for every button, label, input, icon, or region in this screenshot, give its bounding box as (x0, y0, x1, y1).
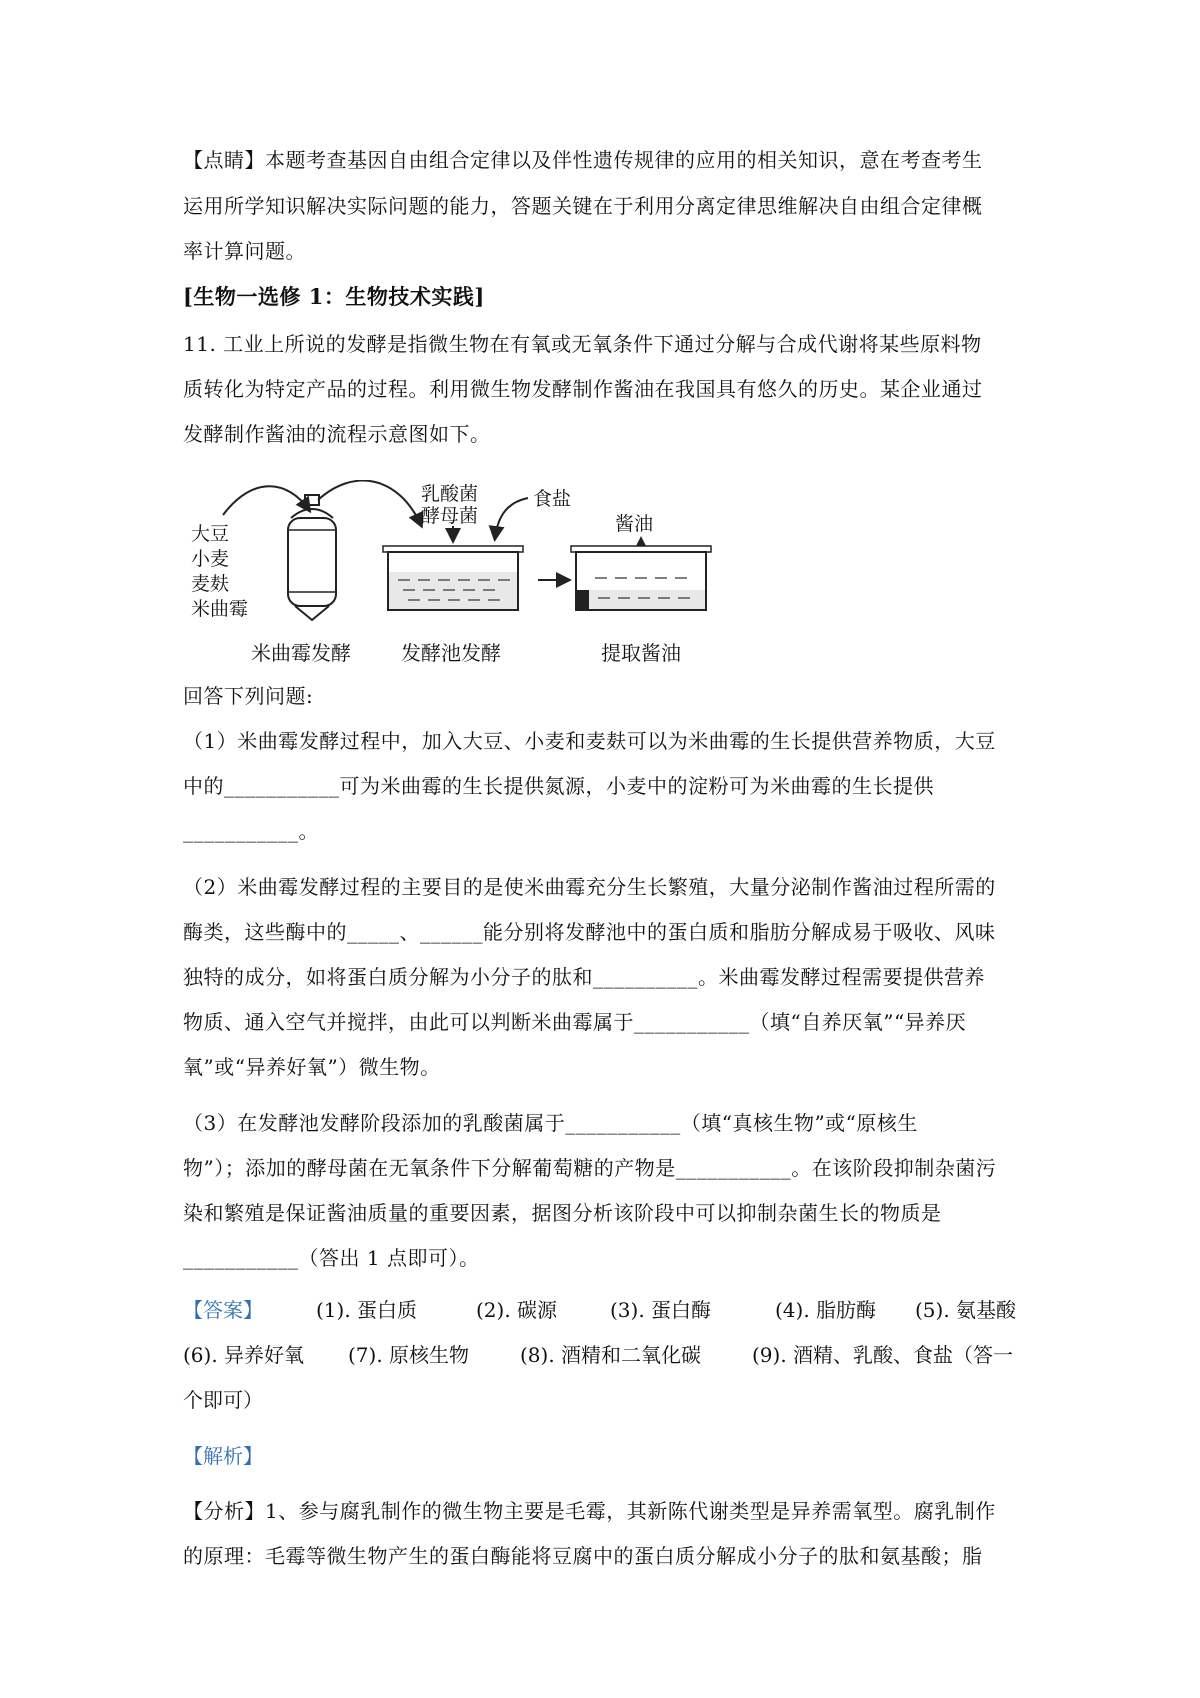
question-line-2: 质转化为特定产品的过程。利用微生物发酵制作酱油在我国具有悠久的历史。某企业通过 (183, 377, 983, 401)
soy-sauce-label: 酱油 (615, 513, 654, 535)
q3-line-3: 染和繁殖是保证酱油质量的重要因素，据图分析该阶段中可以抑制杂菌生长的物质是 (183, 1201, 942, 1225)
dianjing-line-1: 【点睛】本题考查基因自由组合定律以及伴性遗传规律的应用的相关知识，意在考查考生 (183, 148, 983, 172)
q2-line-1: （2）米曲霉发酵过程的主要目的是使米曲霉充分生长繁殖，大量分泌制作酱油过程所需的 (183, 875, 996, 899)
q1-line-2: 中的___________可为米曲霉的生长提供氮源，小麦中的淀粉可为米曲霉的生长提供 (183, 774, 934, 798)
stage-label-2: 发酵池发酵 (401, 641, 501, 665)
raw-material-4: 米曲霉 (191, 598, 249, 620)
microbe-label-2: 酵母菌 (421, 505, 479, 527)
q3-line-2: 物”）；添加的酵母菌在无氧条件下分解葡萄糖的产物是___________。在该阶段抑制杂菌污 (183, 1156, 997, 1180)
answer-item-3: (3). 蛋白酶 (610, 1298, 712, 1322)
answer-item-7: (7). 原核生物 (348, 1343, 470, 1367)
answer-item-4: (4). 脂肪酶 (775, 1298, 877, 1322)
answer-item-1: (1). 蛋白质 (316, 1298, 418, 1322)
dianjing-line-3: 率计算问题。 (183, 239, 306, 263)
arrow-fermenter-to-pool (318, 481, 421, 525)
raw-material-1: 大豆 (191, 523, 230, 545)
answer-item-8: (8). 酒精和二氧化碳 (520, 1343, 702, 1367)
arrow-salt-to-pool (495, 498, 528, 538)
analysis-line-1: 【分析】1、参与腐乳制作的微生物主要是毛霉，其新陈代谢类型是异养需氧型。腐乳制作 (183, 1499, 996, 1523)
salt-label: 食盐 (533, 488, 572, 510)
stage-label-1: 米曲霉发酵 (251, 641, 351, 665)
q2-line-4: 物质、通入空气并搅拌，由此可以判断米曲霉属于___________（填“自养厌氧”“异养厌 (183, 1010, 967, 1034)
analysis-label: 【解析】 (183, 1444, 263, 1468)
raw-material-2: 小麦 (191, 548, 230, 570)
microbe-label-1: 乳酸菌 (421, 483, 479, 505)
answer-item-9: (9). 酒精、乳酸、食盐（答一 (752, 1343, 1014, 1367)
dianjing-line-2: 运用所学知识解决实际问题的能力，答题关键在于利用分离定律思维解决自由组合定律概 (183, 194, 983, 218)
q3-line-4: ___________（答出 1 点即可）。 (183, 1246, 480, 1270)
arrow-materials-to-fermenter (223, 486, 309, 515)
stage-label-3: 提取酱油 (601, 641, 681, 665)
answer-item-5: (5). 氨基酸 (915, 1298, 1017, 1322)
q2-line-2: 酶类，这些酶中的_____、______能分别将发酵池中的蛋白质和脂肪分解成易于吸收、风味 (183, 920, 996, 944)
raw-material-3: 麦麸 (191, 573, 230, 595)
prompt-text: 回答下列问题: (183, 684, 314, 708)
section-heading: [生物一选修 1：生物技术实践] (183, 284, 485, 309)
answer-item-6: (6). 异养好氧 (183, 1343, 305, 1367)
q1-line-1: （1）米曲霉发酵过程中，加入大豆、小麦和麦麸可以为米曲霉的生长提供营养物质，大豆 (183, 729, 996, 753)
fermenter-vessel-icon (288, 495, 336, 620)
question-line-3: 发酵制作酱油的流程示意图如下。 (183, 422, 491, 446)
q2-line-5: 氧”或“异养好氧”）微生物。 (183, 1055, 441, 1079)
answer-tail: 个即可） (183, 1388, 263, 1412)
answer-label: 【答案】 (183, 1298, 263, 1322)
soy-sauce-flow-diagram (183, 480, 803, 670)
analysis-line-2: 的原理：毛霉等微生物产生的蛋白酶能将豆腐中的蛋白质分解成小分子的肽和氨基酸；脂 (183, 1544, 983, 1568)
question-line-1: 11. 工业上所说的发酵是指微生物在有氧或无氧条件下通过分解与合成代谢将某些原料物 (183, 332, 982, 356)
answer-item-2: (2). 碳源 (476, 1298, 558, 1322)
q2-line-3: 独特的成分，如将蛋白质分解为小分子的肽和__________。米曲霉发酵过程需要提供营养 (183, 965, 985, 989)
extraction-tank-icon (571, 546, 711, 610)
q1-line-3: ___________。 (183, 819, 319, 843)
fermentation-pool-icon (383, 546, 523, 610)
q3-line-1: （3）在发酵池发酵阶段添加的乳酸菌属于___________（填“真核生物”或“原核生 (183, 1111, 918, 1135)
